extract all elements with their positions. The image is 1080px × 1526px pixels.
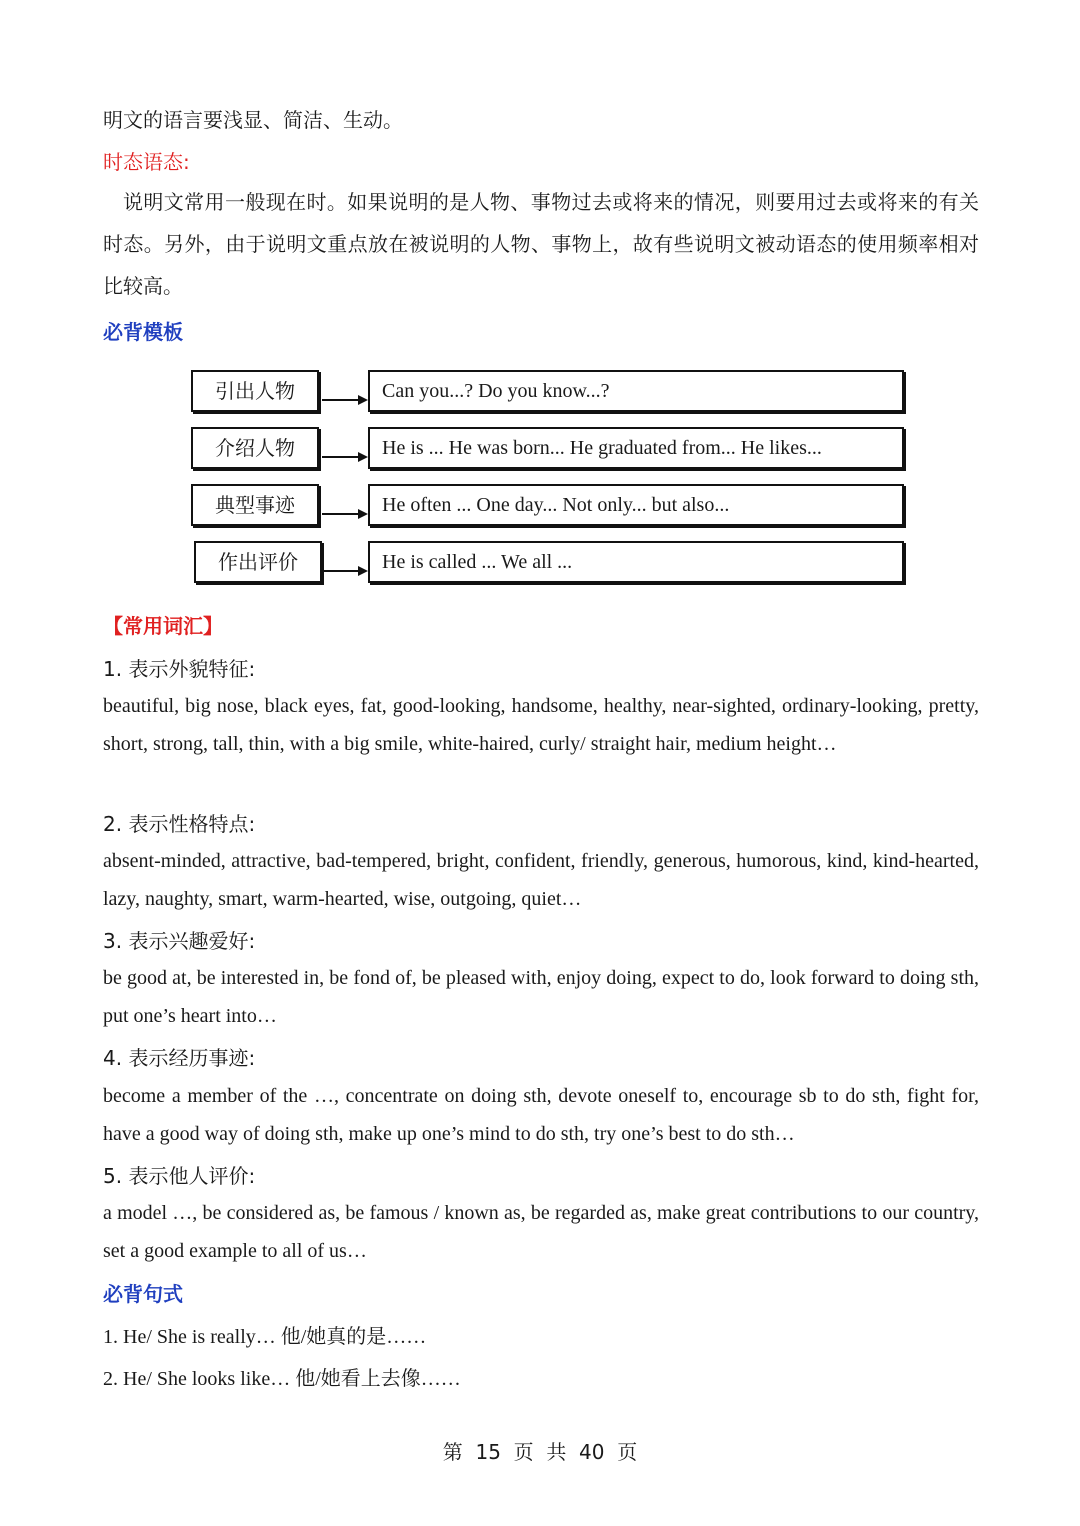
page-footer: 第 15 页 共 40 页 (442, 1440, 638, 1464)
sentence-heading: 必背句式 (103, 1282, 183, 1306)
intro-tail: 明文的语言要浅显、简洁、生动。 (103, 108, 403, 132)
vocab-text-4: become a member of the …, concentrate on doing sth, devote oneself to, encourage sb to do sth, fight for, have a good way of doing sth, make up one’s mind to do sth, try one’s best to do sth… (103, 1085, 979, 1145)
vocab-text-2: absent-minded, attractive, bad-tempered, bright, confident, friendly, generous, humorous, kind, kind-hearted, lazy, naughty, smart, warm-hearted, wise, outgoing, quiet… (103, 850, 979, 910)
tense-heading: 时态语态: (103, 150, 190, 174)
vocab-text-5: a model …, be considered as, be famous / known as, be regarded as, make great contributions to our country, set a good example to all of us… (103, 1202, 979, 1262)
vocab-title-1: 1. 表示外貌特征: (103, 657, 256, 681)
vocab-heading: 【常用词汇】 (103, 614, 223, 638)
arrow-icon (322, 508, 368, 520)
template-text-0: Can you...? Do you know...? (368, 370, 904, 412)
template-text-2: He often ... One day... Not only... but also... (368, 484, 904, 526)
sentence-1: 1. He/ She is really… 他/她真的是…… (103, 1326, 427, 1348)
template-label-3: 作出评价 (194, 541, 322, 583)
template-text-3: He is called ... We all ... (368, 541, 904, 583)
sentence-2: 2. He/ She looks like… 他/她看上去像…… (103, 1368, 461, 1390)
vocab-text-3: be good at, be interested in, be fond of, be pleased with, enjoy doing, expect to do, look forward to doing sth, put one’s heart into… (103, 967, 979, 1027)
vocab-title-4: 4. 表示经历事迹: (103, 1046, 256, 1070)
tense-paragraph: 说明文常用一般现在时。如果说明的是人物、事物过去或将来的情况，则要用过去或将来的有关时态。另外，由于说明文重点放在被说明的人物、事物上，故有些说明文被动语态的使用频率相对比较高。 (103, 190, 979, 298)
vocab-text-1: beautiful, big nose, black eyes, fat, good-looking, handsome, healthy, near-sighted, ordinary-looking, pretty, short, strong, tall, thin, with a big smile, white-haired, curly/ straight hair, medium height… (103, 695, 979, 755)
template-heading: 必背模板 (103, 320, 183, 344)
vocab-title-3: 3. 表示兴趣爱好: (103, 929, 256, 953)
vocab-title-5: 5. 表示他人评价: (103, 1164, 256, 1188)
template-label-1: 介绍人物 (191, 427, 319, 469)
vocab-title-2: 2. 表示性格特点: (103, 812, 256, 836)
template-label-2: 典型事迹 (191, 484, 319, 526)
template-text-1: He is ... He was born... He graduated from... He likes... (368, 427, 904, 469)
arrow-icon (322, 394, 368, 406)
arrow-icon (322, 451, 368, 463)
arrow-icon (322, 565, 368, 577)
template-label-0: 引出人物 (191, 370, 319, 412)
